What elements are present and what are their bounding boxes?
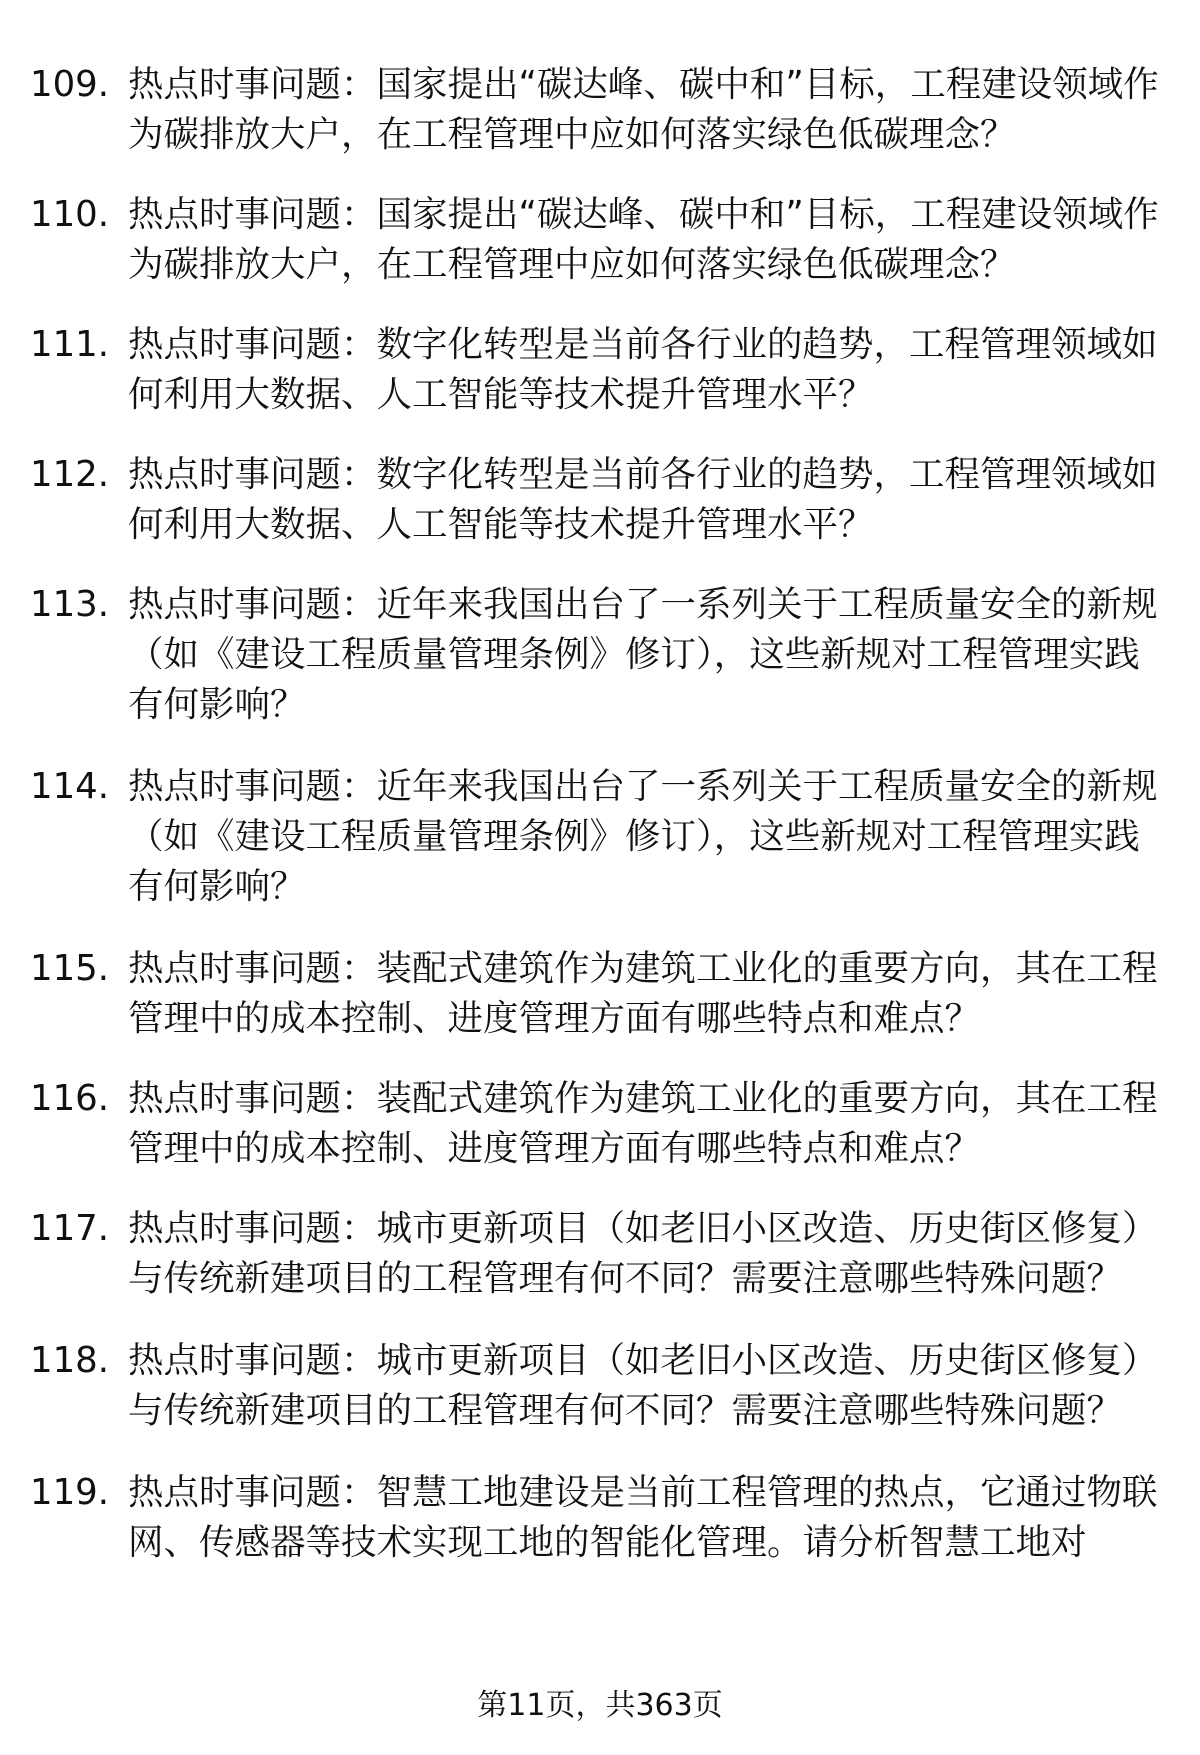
question-text: 热点时事问题：国家提出“碳达峰、碳中和”目标，工程建设领域作为碳排放大户，在工程管理中应如何落实绿色低碳理念？ [128, 64, 1159, 155]
question-item [30, 320, 1170, 420]
question-item [30, 762, 1170, 912]
question-item [30, 1074, 1170, 1174]
question-number: 109. [30, 64, 110, 105]
question-number: 115. [30, 948, 110, 989]
question-text: 热点时事问题：城市更新项目（如老旧小区改造、历史街区修复）与传统新建项目的工程管理有何不同？需要注意哪些特殊问题？ [128, 1340, 1158, 1431]
question-item [30, 580, 1170, 730]
question-text: 热点时事问题：数字化转型是当前各行业的趋势，工程管理领域如何利用大数据、人工智能等技术提升管理水平？ [128, 454, 1158, 545]
question-item [30, 1336, 1170, 1436]
question-item [30, 60, 1170, 160]
question-number: 112. [30, 454, 110, 495]
question-text: 热点时事问题：近年来我国出台了一系列关于工程质量安全的新规（如《建设工程质量管理条例》修订），这些新规对工程管理实践有何影响？ [128, 766, 1158, 907]
question-text: 热点时事问题：装配式建筑作为建筑工业化的重要方向，其在工程管理中的成本控制、进度管理方面有哪些特点和难点？ [128, 948, 1158, 1039]
question-text: 热点时事问题：近年来我国出台了一系列关于工程质量安全的新规（如《建设工程质量管理条例》修订），这些新规对工程管理实践有何影响？ [128, 584, 1158, 725]
question-item [30, 1468, 1170, 1568]
question-number: 119. [30, 1472, 110, 1513]
question-number: 113. [30, 584, 110, 625]
question-number: 114. [30, 766, 110, 807]
question-item [30, 190, 1170, 290]
question-text: 热点时事问题：数字化转型是当前各行业的趋势，工程管理领域如何利用大数据、人工智能等技术提升管理水平？ [128, 324, 1158, 415]
question-item [30, 1204, 1170, 1304]
question-number: 110. [30, 194, 110, 235]
question-text: 热点时事问题：城市更新项目（如老旧小区改造、历史街区修复）与传统新建项目的工程管理有何不同？需要注意哪些特殊问题？ [128, 1208, 1158, 1299]
question-number: 116. [30, 1078, 110, 1119]
question-number: 117. [30, 1208, 110, 1249]
question-number: 111. [30, 324, 110, 365]
page-footer: 第11页，共363页 [477, 1688, 723, 1723]
question-item [30, 450, 1170, 550]
question-text: 热点时事问题：智慧工地建设是当前工程管理的热点，它通过物联网、传感器等技术实现工地的智能化管理。请分析智慧工地对 [128, 1472, 1158, 1563]
question-text: 热点时事问题：国家提出“碳达峰、碳中和”目标，工程建设领域作为碳排放大户，在工程管理中应如何落实绿色低碳理念？ [128, 194, 1159, 285]
question-number: 118. [30, 1340, 110, 1381]
question-text: 热点时事问题：装配式建筑作为建筑工业化的重要方向，其在工程管理中的成本控制、进度管理方面有哪些特点和难点？ [128, 1078, 1158, 1169]
question-item [30, 944, 1170, 1044]
question-list [30, 60, 1170, 1598]
